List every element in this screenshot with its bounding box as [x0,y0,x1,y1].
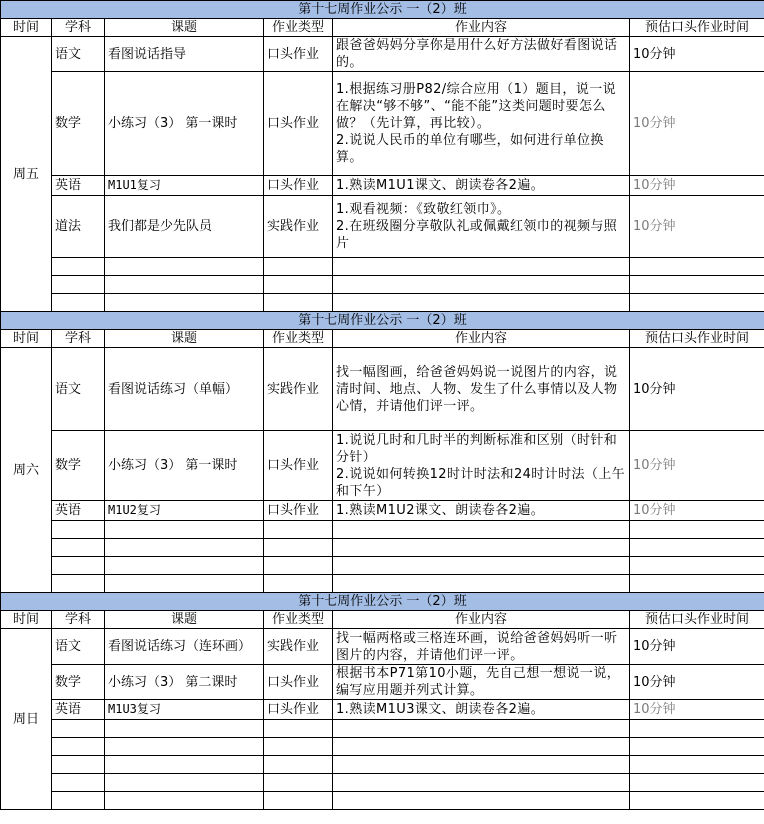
topic-cell: M1U1复习 [105,176,264,196]
content-line: 找一幅图画，给爸爸妈妈说一说图片的内容，说清时间、地点、人物、发生了什么事情以及人物心情，并请他们评一评。 [336,364,618,414]
empty-row [1,276,764,294]
empty-row [1,575,764,593]
subject-cell: 语文 [52,348,105,431]
content-cell [333,501,630,521]
empty-cell [264,756,333,774]
empty-cell [333,738,630,756]
empty-cell [630,774,764,792]
empty-cell [52,258,105,276]
content-line: 1.熟读M1U2课文、朗读卷各2遍。 [336,503,545,518]
empty-cell [105,539,264,557]
empty-cell [333,539,630,557]
table-row [1,501,764,521]
estimated-time-cell: 10分钟 [630,501,764,521]
header-estimated-time: 预估口头作业时间 [630,330,764,348]
estimated-time-cell: 10分钟 [630,665,764,700]
day-cell: 周六 [1,348,52,593]
empty-cell [264,720,333,738]
empty-cell [52,539,105,557]
table-row [1,37,764,72]
empty-cell [105,557,264,575]
estimated-time-cell: 10分钟 [630,176,764,196]
header-subject: 学科 [52,330,105,348]
content-cell [333,431,630,501]
topic-cell: 小练习（3） 第一课时 [105,431,264,501]
empty-cell [333,792,630,810]
empty-cell [630,294,764,312]
empty-row [1,792,764,810]
content-cell [333,196,630,258]
type-cell: 口头作业 [264,501,333,521]
empty-cell [333,774,630,792]
topic-cell: M1U3复习 [105,700,264,720]
empty-cell [52,792,105,810]
content-cell [333,37,630,72]
subject-cell: 数学 [52,665,105,700]
empty-row [1,557,764,575]
empty-row [1,756,764,774]
header-content: 作业内容 [333,611,630,629]
section-title-row [1,1,764,19]
content-line: 1.根据练习册P82/综合应用（1）题目，说一说在解决“够不够”、“能不能”这类问题时要怎么做？（先计算，再比较）。 [336,82,617,131]
empty-cell [105,294,264,312]
header-type: 作业类型 [264,611,333,629]
empty-cell [630,258,764,276]
empty-cell [105,575,264,593]
empty-cell [630,539,764,557]
content-line: 1.说说几时和几时半的判断标准和区别（时针和分针） [336,432,618,465]
day-cell: 周五 [1,37,52,312]
subject-cell: 语文 [52,629,105,665]
estimated-time-cell: 10分钟 [630,37,764,72]
header-topic: 课题 [105,611,264,629]
empty-cell [264,521,333,539]
empty-cell [630,738,764,756]
subject-cell: 语文 [52,37,105,72]
empty-cell [52,738,105,756]
empty-cell [264,792,333,810]
header-subject: 学科 [52,19,105,37]
empty-row [1,521,764,539]
empty-cell [105,738,264,756]
content-line: 2.在班级圈分享敬队礼或佩戴红领巾的视频与照片 [336,219,618,251]
content-cell [333,629,630,665]
empty-cell [105,774,264,792]
estimated-time-cell: 10分钟 [630,629,764,665]
empty-cell [105,792,264,810]
section-title: 第十七周作业公示 一（2）班 [1,593,764,611]
empty-cell [105,276,264,294]
empty-cell [52,276,105,294]
empty-cell [105,720,264,738]
empty-cell [630,276,764,294]
type-cell: 口头作业 [264,431,333,501]
empty-cell [52,720,105,738]
content-line: 2.说说如何转换12时计时法和24时计时法（上午和下午） [336,466,626,499]
header-content: 作业内容 [333,330,630,348]
topic-cell: 看图说话练习（单幅） [105,348,264,431]
empty-cell [264,276,333,294]
type-cell: 口头作业 [264,700,333,720]
content-line: 1.熟读M1U3课文、朗读卷各2遍。 [336,702,545,717]
header-type: 作业类型 [264,19,333,37]
content-cell [333,348,630,431]
header-row [1,611,764,629]
empty-row [1,720,764,738]
subject-cell: 英语 [52,176,105,196]
header-estimated-time: 预估口头作业时间 [630,19,764,37]
topic-cell: 看图说话练习（连环画） [105,629,264,665]
empty-cell [630,521,764,539]
estimated-time-cell: 10分钟 [630,196,764,258]
table-row [1,629,764,665]
header-time: 时间 [1,19,52,37]
header-subject: 学科 [52,611,105,629]
header-topic: 课题 [105,330,264,348]
subject-cell: 数学 [52,72,105,176]
estimated-time-cell: 10分钟 [630,700,764,720]
empty-cell [264,774,333,792]
empty-cell [52,575,105,593]
empty-cell [52,521,105,539]
table-row [1,700,764,720]
empty-cell [105,521,264,539]
empty-cell [630,792,764,810]
empty-cell [264,258,333,276]
header-content: 作业内容 [333,19,630,37]
empty-cell [630,575,764,593]
empty-cell [52,557,105,575]
type-cell: 实践作业 [264,348,333,431]
content-line: 1.熟读M1U1课文、朗读卷各2遍。 [336,178,545,193]
type-cell: 口头作业 [264,72,333,176]
table-row [1,431,764,501]
section-title: 第十七周作业公示 一（2）班 [1,312,764,330]
content-line: 根据书本P71第10小题，先自己想一想说一说，编写应用题并列式计算。 [336,666,621,698]
empty-cell [333,294,630,312]
content-line: 找一幅两格或三格连环画，说给爸爸妈妈听一听图片的内容，并请他们评一评。 [336,630,618,663]
empty-row [1,774,764,792]
estimated-time-cell: 10分钟 [630,431,764,501]
empty-cell [630,720,764,738]
header-estimated-time: 预估口头作业时间 [630,611,764,629]
type-cell: 口头作业 [264,37,333,72]
topic-cell: M1U2复习 [105,501,264,521]
table-row [1,176,764,196]
estimated-time-cell: 10分钟 [630,348,764,431]
empty-cell [333,557,630,575]
empty-cell [264,575,333,593]
section-title-row [1,312,764,330]
table-row [1,665,764,700]
empty-cell [264,539,333,557]
empty-cell [333,258,630,276]
content-line: 跟爸爸妈妈分享你是用什么好方法做好看图说话的。 [336,38,618,70]
empty-cell [105,756,264,774]
empty-cell [333,720,630,738]
empty-cell [333,575,630,593]
empty-cell [52,774,105,792]
content-cell [333,665,630,700]
content-line: 1.观看视频：《致敬红领巾》。 [336,202,511,217]
topic-cell: 我们都是少先队员 [105,196,264,258]
empty-row [1,294,764,312]
empty-cell [52,756,105,774]
empty-cell [630,557,764,575]
subject-cell: 英语 [52,700,105,720]
topic-cell: 看图说话指导 [105,37,264,72]
header-topic: 课题 [105,19,264,37]
empty-cell [105,258,264,276]
table-row [1,72,764,176]
header-row [1,330,764,348]
empty-cell [264,294,333,312]
section-title-row [1,593,764,611]
empty-cell [333,756,630,774]
empty-cell [52,294,105,312]
type-cell: 实践作业 [264,196,333,258]
empty-row [1,738,764,756]
subject-cell: 英语 [52,501,105,521]
header-row [1,19,764,37]
topic-cell: 小练习（3） 第一课时 [105,72,264,176]
content-line: 2.说说人民币的单位有哪些，如何进行单位换算。 [336,133,604,165]
header-type: 作业类型 [264,330,333,348]
type-cell: 口头作业 [264,176,333,196]
empty-cell [333,521,630,539]
content-cell [333,700,630,720]
table-row [1,196,764,258]
header-time: 时间 [1,330,52,348]
empty-row [1,258,764,276]
empty-cell [264,557,333,575]
section-title: 第十七周作业公示 一（2）班 [1,1,764,19]
content-cell [333,72,630,176]
empty-cell [333,276,630,294]
subject-cell: 道法 [52,196,105,258]
empty-cell [264,738,333,756]
empty-cell [630,756,764,774]
type-cell: 口头作业 [264,665,333,700]
topic-cell: 小练习（3） 第二课时 [105,665,264,700]
header-time: 时间 [1,611,52,629]
content-cell [333,176,630,196]
empty-row [1,539,764,557]
table-row [1,348,764,431]
type-cell: 实践作业 [264,629,333,665]
estimated-time-cell: 10分钟 [630,72,764,176]
day-cell: 周日 [1,629,52,810]
subject-cell: 数学 [52,431,105,501]
